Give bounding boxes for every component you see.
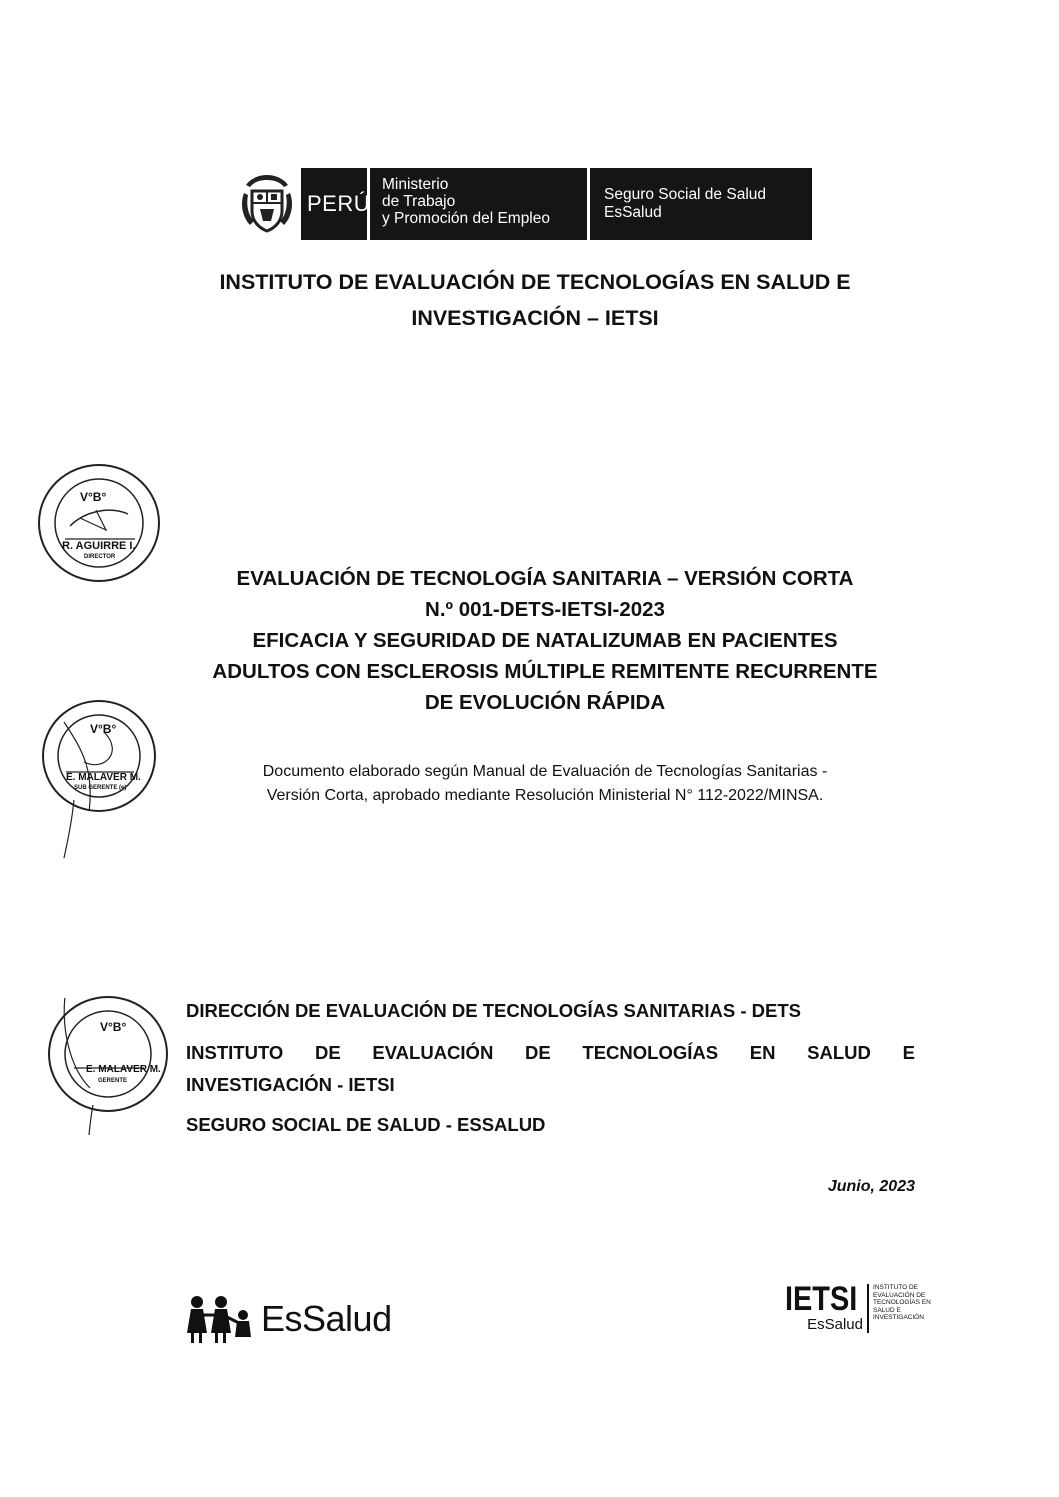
stamp-role: SUB GERENTE (e) [74, 785, 127, 791]
institute-title: INSTITUTO DE EVALUACIÓN DE TECNOLOGÍAS EN SALUD E INVESTIGACIÓN – IETSI [219, 270, 851, 330]
ietsi-description: INSTITUTO DE EVALUACIÓN DE TECNOLOGÍAS EN SALUD E INVESTIGACIÓN [867, 1284, 933, 1333]
stamp-role: GERENTE [98, 1078, 128, 1084]
peru-label: PERÚ [301, 168, 367, 240]
peru-coat-of-arms-icon [233, 168, 301, 240]
stamp-name: E. MALAVER M. [86, 1064, 161, 1075]
report-title: EVALUACIÓN DE TECNOLOGÍA SANITARIA – VERSIÓN CORTA N.º 001-DETS-IETSI-2023 EFICACIA Y SEGURIDAD DE NATALIZUMAB EN PACIENTES ADULTOS CON ESCLEROSIS MÚLTIPLE REMITENTE RECURRENTE DE EVOLUCIÓN RÁPIDA [212, 567, 878, 714]
ietsi-wordmark: IETSI [785, 1280, 858, 1318]
government-header-banner [233, 168, 829, 240]
document-note: Documento elaborado según Manual de Evaluación de Tecnologías Sanitarias - Versión Corta, aprobado mediante Resolución Ministerial N° 112-2022/MINSA. [262, 763, 828, 804]
department-ietsi: INSTITUTO DE EVALUACIÓN DE TECNOLOGÍAS EN SALUD E [186, 1042, 915, 1063]
stamp-vb: V°B° [80, 490, 107, 504]
department-ietsi-cont: INVESTIGACIÓN - IETSI [186, 1074, 395, 1095]
essalud-wordmark: EsSalud [261, 1298, 392, 1339]
ietsi-essalud-label: EsSalud [807, 1316, 863, 1333]
approval-stamp-subgerente [42, 700, 156, 812]
family-icon [185, 1293, 257, 1345]
department-dets: DIRECCIÓN DE EVALUACIÓN DE TECNOLOGÍAS SANITARIAS - DETS [186, 1000, 801, 1021]
document-date: Junio, 2023 [827, 1178, 915, 1195]
stamp-vb: V°B° [100, 1020, 127, 1034]
departments-block [186, 1000, 915, 1140]
stamp-vb: V°B° [90, 722, 117, 736]
stamp-role: DIRECTOR [84, 554, 116, 560]
stamp-name: E. MALAVER M. [66, 772, 141, 783]
approval-stamp-gerente [48, 996, 168, 1112]
approval-stamp-director [38, 464, 160, 582]
signature-stroke [60, 800, 80, 860]
essalud-logo [185, 1293, 392, 1345]
social-security-label: Seguro Social de Salud EsSalud [590, 168, 812, 240]
department-essalud: SEGURO SOCIAL DE SALUD - ESSALUD [186, 1114, 546, 1135]
stamp-name: R. AGUIRRE I. [62, 540, 136, 552]
signature-stroke [85, 1105, 97, 1135]
ministry-label: Ministerio de Trabajo y Promoción del Empleo [370, 168, 587, 240]
ietsi-logo [785, 1282, 933, 1333]
